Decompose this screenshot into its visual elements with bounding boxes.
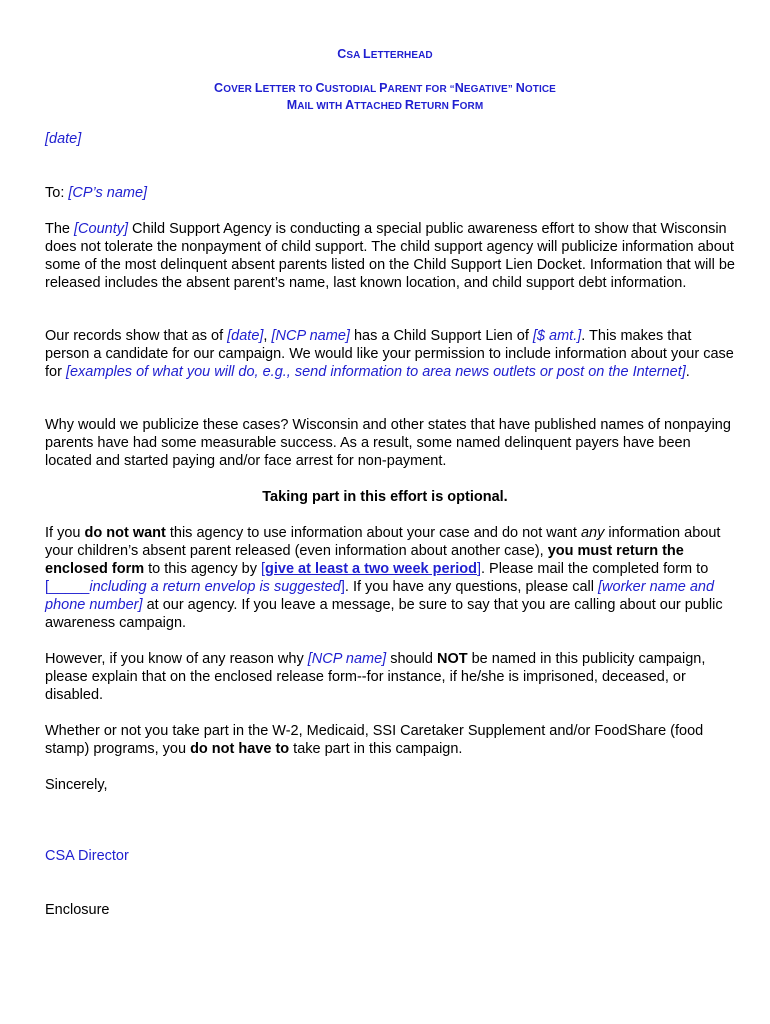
paragraph-records: Our records show that as of [date], [NCP name] has a Child Support Lien of [$ amt.]. This makes that person a candidate for our campaign. We would like your permission to include information about your case for [examples of what you will do, e.g., send information to area news outlets or post on the Internet]. [45,328,734,380]
signature-title: CSA Director [45,848,129,864]
return-address-placeholder: including a return envelop is suggested [89,579,341,595]
county-placeholder: [County] [74,221,129,237]
letter-subtitle-line2: MAIL WITH ATTACHED RETURN FORM [286,98,484,112]
date-inline-placeholder: [date] [227,328,264,344]
enclosure-note: Enclosure [45,902,110,918]
deadline-placeholder: give at least a two week period [265,561,477,577]
closing-sincerely: Sincerely, [45,777,108,793]
letter-subtitle-line1: COVER LETTER TO CUSTODIAL PARENT FOR “NEGATIVE” NOTICE [214,81,556,95]
paragraph-why: Why would we publicize these cases? Wisconsin and other states that have published names of nonpaying parents have had some measurable success. As a result, some named delinquent payers have been located and started paying and/or face arrest for non-payment. [45,417,731,469]
paragraph-programs: Whether or not you take part in the W-2, Medicaid, SSI Caretaker Supplement and/or FoodShare (food stamp) programs, you do not have to take part in this campaign. [45,723,704,757]
letterhead-title: CSA LETTERHEAD [337,47,433,61]
paragraph-intro: The [County] Child Support Agency is conducting a special public awareness effort to show that Wisconsin does not tolerate the nonpayment of child support. The child support agency will publicize information about some of the most delinquent absent parents listed on the Child Support Lien Docket. Information that will be released includes the absent parent’s name, last known location, and child support debt information. [45,221,735,291]
to-label: To: [45,185,69,201]
optional-heading: Taking part in this effort is optional. [262,489,508,505]
ncp-name-placeholder-2: [NCP name] [307,651,387,667]
date-placeholder: [date] [45,131,82,147]
paragraph-instructions: If you do not want this agency to use information about your case and do not want any information about your children’s absent parent released (even information about another case), you must return the enclosed form to this agency by [give at least a two week period]. Please mail the completed form to [_____including a return envelop is suggested]. If you have any questions, please call [worker name and phone number] at our agency. If you leave a message, be sure to say that you are calling about our public awareness campaign. [45,525,723,631]
cp-name-placeholder: [CP’s name] [68,185,148,201]
examples-placeholder: [examples of what you will do, e.g., send information to area news outlets or post on the Internet] [65,364,686,380]
amount-placeholder: [$ amt.] [532,328,582,344]
recipient-line [45,184,735,202]
ncp-name-placeholder: [NCP name] [271,328,350,344]
worker-placeholder: [worker name and phone number] [45,579,715,613]
paragraph-exceptions: However, if you know of any reason why [NCP name] should NOT be named in this publicity campaign, please explain that on the enclosed release form--for instance, if he/she is imprisoned, deceased, or disabled. [45,651,706,703]
